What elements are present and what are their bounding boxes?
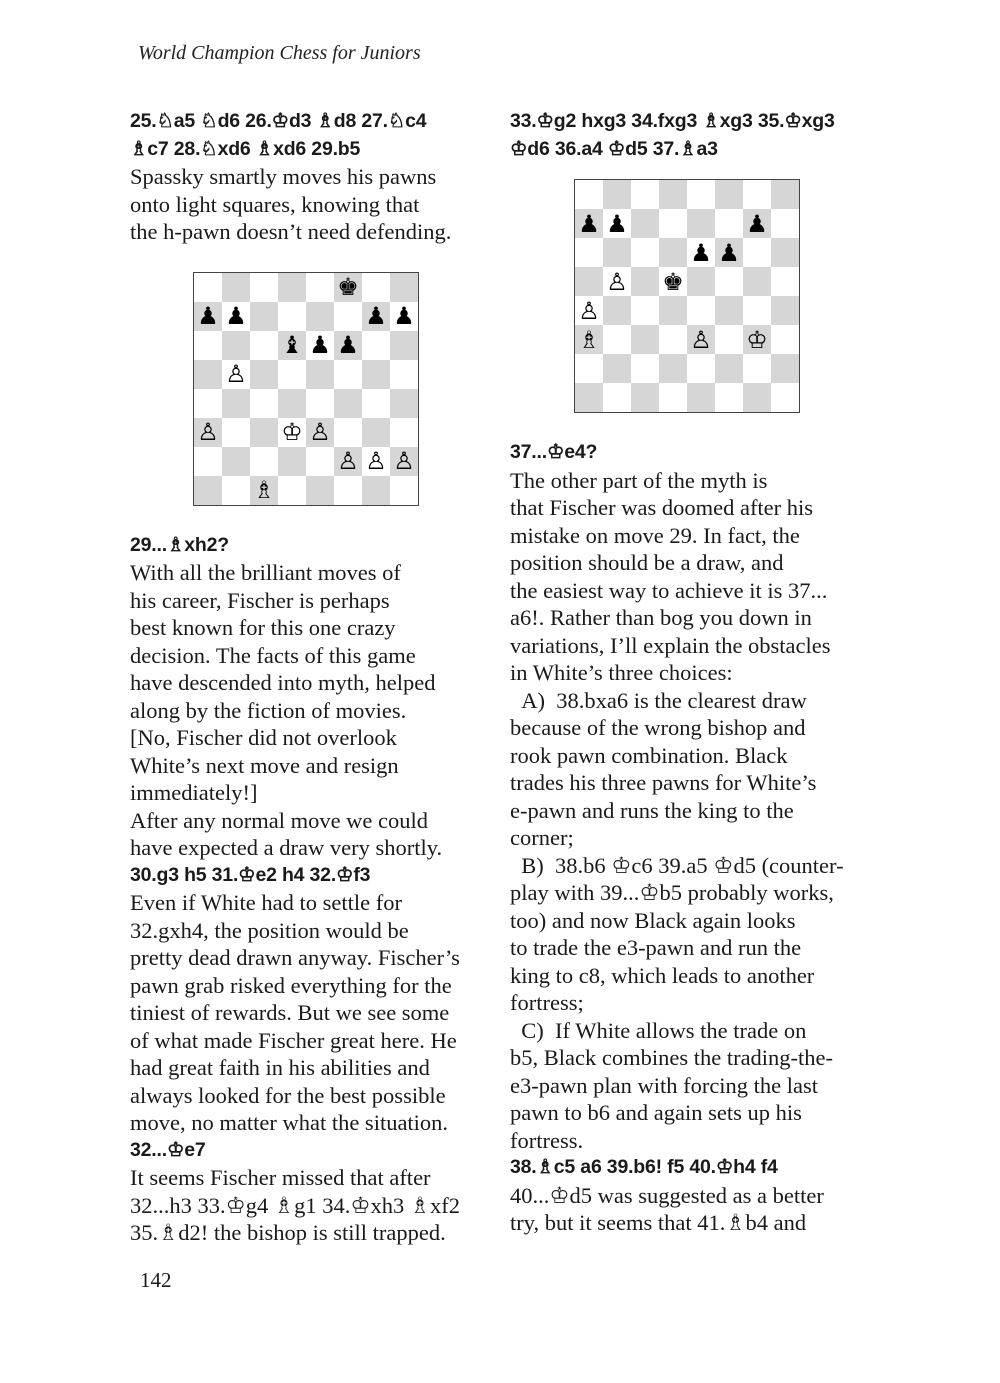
chess-piece: ♗ [578, 325, 600, 354]
board-square [771, 325, 799, 354]
board-square [250, 302, 278, 331]
board-square [575, 354, 603, 383]
board-square [194, 389, 222, 418]
board-square [278, 418, 306, 447]
board-square [631, 267, 659, 296]
board-square [575, 296, 603, 325]
board-square [743, 238, 771, 267]
chess-piece: ♗ [253, 476, 275, 504]
board-square [278, 273, 306, 302]
board-square [631, 180, 659, 209]
board-square [687, 325, 715, 354]
right-column [510, 108, 868, 1237]
board-square [631, 354, 659, 383]
board-square [687, 383, 715, 412]
paragraph: The other part of the myth is that Fischer was doomed after his mistake on move 29. In fact, the position should be a draw, and the easiest way to achieve it is 37... a6!. Rather than bog you down in variations, I’ll explain the obstacles in White’s three choices: [510, 467, 831, 685]
board-square [222, 447, 250, 476]
board-square [659, 354, 687, 383]
board-square [334, 418, 362, 447]
board-square [194, 476, 222, 505]
board-square [771, 296, 799, 325]
board-square [334, 302, 362, 331]
board-square [631, 238, 659, 267]
chess-piece: ♟ [746, 209, 768, 238]
paragraph: Spassky smartly moves his pawns onto light squares, knowing that the h-pawn doesn’t need defending. [130, 164, 452, 244]
board-square [390, 273, 418, 302]
board-square [631, 209, 659, 238]
board-square [715, 180, 743, 209]
board-square [687, 354, 715, 383]
board-square [743, 209, 771, 238]
running-head: World Champion Chess for Juniors [138, 42, 421, 64]
board-square [362, 360, 390, 389]
board-square [575, 383, 603, 412]
board-square [771, 267, 799, 296]
board-square [603, 209, 631, 238]
board-square [306, 331, 334, 360]
board-square [743, 383, 771, 412]
board-square [334, 447, 362, 476]
board-square [390, 447, 418, 476]
move-line: 38.♗c5 a6 39.b6! f5 40.♔h4 f4 [510, 1156, 778, 1178]
chess-piece: ♙ [225, 360, 247, 388]
board-square [575, 267, 603, 296]
board-square [390, 331, 418, 360]
chess-piece: ♟ [606, 209, 628, 238]
board-square [743, 180, 771, 209]
board-square [334, 360, 362, 389]
chess-piece: ♙ [197, 418, 219, 446]
board-square [575, 325, 603, 354]
board-square [306, 389, 334, 418]
board-square [362, 302, 390, 331]
board-square [250, 331, 278, 360]
board-square [194, 302, 222, 331]
board-square [771, 209, 799, 238]
board-square [603, 238, 631, 267]
chess-piece: ♟ [337, 331, 359, 359]
move-line: 37...♔e4? [510, 441, 598, 463]
board-square [250, 360, 278, 389]
board-square [222, 476, 250, 505]
board-square [603, 267, 631, 296]
board-square [575, 180, 603, 209]
board-square [390, 418, 418, 447]
chess-piece: ♙ [337, 447, 359, 475]
board-square [743, 267, 771, 296]
board-square [743, 325, 771, 354]
board-square [222, 418, 250, 447]
board-square [659, 296, 687, 325]
board-square [715, 209, 743, 238]
chess-piece: ♙ [578, 296, 600, 325]
board-square [306, 302, 334, 331]
board-square [278, 389, 306, 418]
board-square [743, 354, 771, 383]
board-square [603, 325, 631, 354]
option-b: B) 38.b6 ♔c6 39.a5 ♔d5 (counter- play with 39...♔b5 probably works, too) and now Black again looks to trade the e3-pawn and run the king to c8, which leads to another fortress; [510, 852, 844, 1015]
chess-piece: ♟ [309, 331, 331, 359]
board-square [250, 447, 278, 476]
board-square [362, 331, 390, 360]
board-square [334, 476, 362, 505]
board-square [278, 331, 306, 360]
chess-piece: ♟ [365, 302, 387, 330]
board-square [631, 325, 659, 354]
board-square [306, 476, 334, 505]
paragraph: With all the brilliant moves of his career, Fischer is perhaps best known for this one crazy decision. The facts of this game have descended into myth, helped along by the fiction of movies. [No, Fischer did not overlook White’s next move and resign immediately!] After any normal move we could have expected a draw very shortly. [130, 560, 443, 860]
board-square [631, 383, 659, 412]
board-square [771, 354, 799, 383]
board-square [306, 273, 334, 302]
board-square [771, 383, 799, 412]
board-square [715, 238, 743, 267]
board-square [222, 331, 250, 360]
board-square [575, 209, 603, 238]
chess-piece: ♙ [690, 325, 712, 354]
paragraph: It seems Fischer missed that after 32...h3 33.♔g4 ♗g1 34.♔xh3 ♗xf2 35.♗d2! the bishop is still trapped. [130, 1165, 461, 1245]
chess-piece: ♟ [393, 302, 415, 330]
board-square [222, 273, 250, 302]
move-line: 30.g3 h5 31.♔e2 h4 32.♔f3 [130, 863, 371, 886]
board-square [659, 238, 687, 267]
board-square [603, 296, 631, 325]
board-square [250, 476, 278, 505]
board-square [250, 418, 278, 447]
board-square [334, 273, 362, 302]
move-line: 29...♗xh2? [130, 533, 229, 556]
paragraph: Even if White had to settle for 32.gxh4, the position would be pretty dead drawn anyway. Fischer’s pawn grab risked everything for the tiniest of rewards. But we see some of what made Fischer great here. He had great faith in his abilities and always looked for the best possible move, no matter what the situation. [130, 890, 460, 1135]
board-square [659, 209, 687, 238]
board-square [222, 389, 250, 418]
board-square [194, 331, 222, 360]
board-square [687, 209, 715, 238]
chess-piece: ♚ [337, 273, 359, 301]
chess-piece: ♙ [393, 447, 415, 475]
board-square [306, 447, 334, 476]
chess-piece: ♟ [690, 238, 712, 267]
board-square [362, 447, 390, 476]
board-square [362, 476, 390, 505]
board-square [194, 360, 222, 389]
board-square [771, 180, 799, 209]
board-square [390, 476, 418, 505]
option-a: A) 38.bxa6 is the clearest draw because of the wrong bishop and rook pawn combination. Black trades his three pawns for White’s e-pawn and runs the king to the corner; [510, 687, 817, 850]
board-square [390, 360, 418, 389]
move-line: 33.♔g2 hxg3 34.fxg3 ♗xg3 35.♔xg3 ♔d6 36.a4 ♔d5 37.♗a3 [510, 110, 835, 160]
chess-piece: ♔ [281, 418, 303, 446]
board-square [278, 447, 306, 476]
board-square [306, 418, 334, 447]
board-square [194, 273, 222, 302]
move-line: 25.♘a5 ♘d6 26.♔d3 ♗d8 27.♘c4 ♗c7 28.♘xd6 ♗xd6 29.b5 [130, 110, 427, 160]
chess-piece: ♙ [309, 418, 331, 446]
board-square [771, 238, 799, 267]
board-square [659, 180, 687, 209]
board-square [659, 267, 687, 296]
chess-piece: ♚ [662, 267, 684, 296]
board-square [362, 273, 390, 302]
board-square [659, 325, 687, 354]
board-square [194, 418, 222, 447]
board-square [250, 273, 278, 302]
board-square [603, 383, 631, 412]
board-square [687, 267, 715, 296]
paragraph: 40...♔d5 was suggested as a better try, but it seems that 41.♗b4 and [510, 1182, 824, 1235]
board-square [715, 383, 743, 412]
move-line: 32...♔e7 [130, 1138, 206, 1161]
board-square [659, 383, 687, 412]
chess-piece: ♙ [365, 447, 387, 475]
chess-piece: ♟ [578, 209, 600, 238]
board-square [687, 180, 715, 209]
left-column [130, 108, 488, 1247]
board-square [715, 354, 743, 383]
board-square [362, 389, 390, 418]
board-square [743, 296, 771, 325]
board-square [278, 302, 306, 331]
board-square [334, 331, 362, 360]
board-square [715, 267, 743, 296]
chess-diagram-2 [574, 179, 800, 413]
chess-piece: ♟ [197, 302, 219, 330]
board-square [194, 447, 222, 476]
board-square [603, 354, 631, 383]
chess-diagram-1 [193, 272, 419, 506]
board-square [222, 360, 250, 389]
board-square [362, 418, 390, 447]
board-square [687, 238, 715, 267]
board-square [715, 296, 743, 325]
board-square [278, 476, 306, 505]
board-square [278, 360, 306, 389]
chess-piece: ♝ [281, 331, 303, 359]
board-square [306, 360, 334, 389]
board-square [687, 296, 715, 325]
page-number: 142 [140, 1268, 172, 1292]
board-square [715, 325, 743, 354]
board-square [390, 302, 418, 331]
chess-piece: ♟ [718, 238, 740, 267]
chess-piece: ♔ [746, 325, 768, 354]
board-square [390, 389, 418, 418]
chess-piece: ♟ [225, 302, 247, 330]
board-square [222, 302, 250, 331]
board-square [631, 296, 659, 325]
board-square [250, 389, 278, 418]
chess-piece: ♙ [606, 267, 628, 296]
option-c: C) If White allows the trade on b5, Black combines the trading-the- e3-pawn plan with forcing the last pawn to b6 and again sets up his fortress. [510, 1017, 834, 1153]
board-square [575, 238, 603, 267]
board-square [603, 180, 631, 209]
board-square [334, 389, 362, 418]
